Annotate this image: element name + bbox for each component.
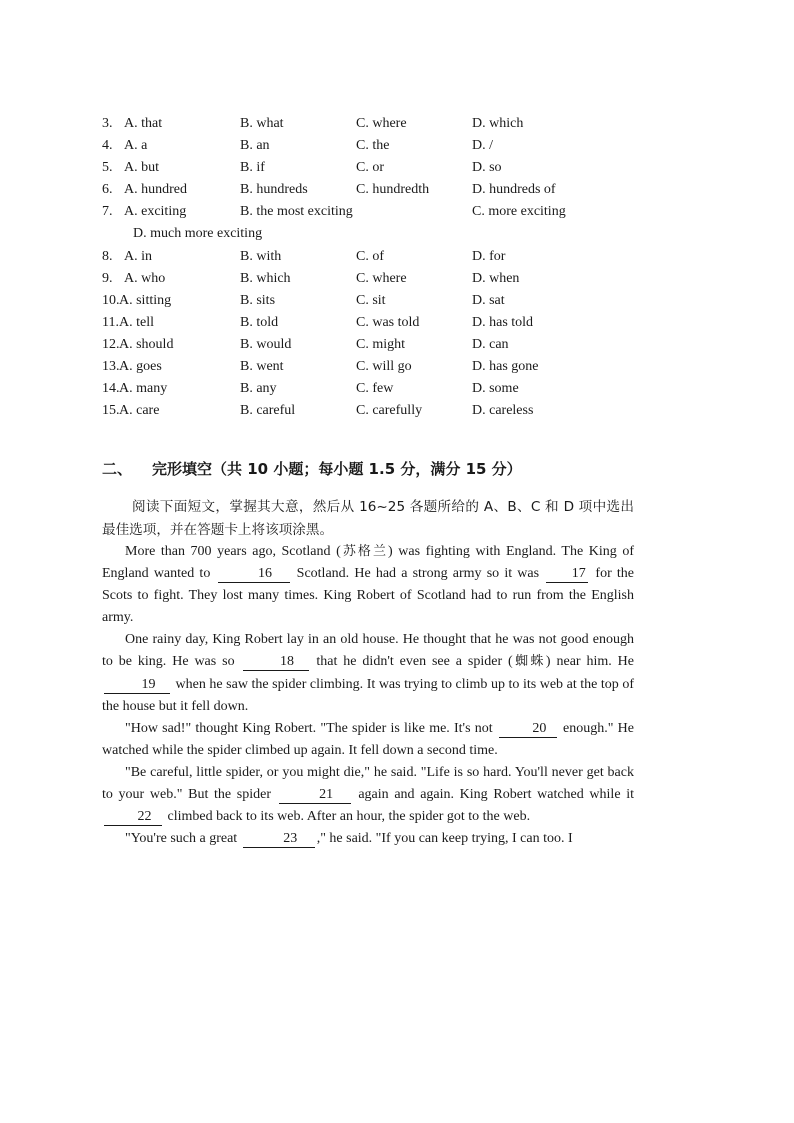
section-title: 完形填空（共 10 小题；每小题 1.5 分，满分 15 分） [152, 460, 522, 478]
option-a: A. in [124, 248, 152, 264]
option-c: C. hundredth [356, 182, 430, 198]
gloss: 苏格兰 [340, 544, 389, 559]
blank-23: 23 [243, 830, 315, 848]
option-row [0, 268, 794, 290]
question-number: 5. [102, 160, 113, 176]
option-c: C. the [356, 138, 390, 154]
option-d: D. much more exciting [133, 226, 263, 242]
option-c: C. will go [356, 359, 412, 375]
option-a: A. exciting [124, 204, 187, 220]
question-number: 6. [102, 182, 113, 198]
question-number: 10. [102, 292, 120, 308]
options-list [0, 113, 794, 422]
option-d: D. for [472, 248, 506, 264]
question-number: 14. [102, 381, 120, 397]
option-c: C. where [356, 270, 407, 286]
option-row [0, 356, 794, 378]
option-c: C. where [356, 116, 407, 131]
option-row [0, 246, 794, 268]
option-c: C. carefully [356, 403, 423, 419]
option-row [0, 378, 794, 400]
text: ," he said. "If you can keep trying, I can too. I [316, 831, 573, 847]
blank-18: 18 [243, 653, 309, 671]
question-number: 15. [102, 403, 120, 419]
option-d: D. some [472, 381, 519, 397]
blank-21: 21 [279, 786, 351, 804]
option-a: A. goes [119, 359, 162, 375]
option-b: B. hundreds [240, 182, 308, 198]
option-row [0, 113, 794, 135]
text: climbed back to its web. After an hour, the spider got to the web. [164, 809, 531, 825]
text: when he saw the spider climbing. It was trying to climb up to its web at the top of the house but it fell down. [102, 676, 634, 714]
cloze-passage [102, 496, 634, 850]
option-c: C. or [356, 160, 384, 176]
question-number: 11. [102, 314, 119, 330]
text: for the Scots to fight. They lost many times. King Robert of Scotland had to run from the English army. [102, 566, 635, 626]
option-b: B. sits [240, 292, 276, 308]
option-a: A. a [124, 138, 148, 154]
text: "You're such a great [125, 831, 241, 847]
question-number: 8. [102, 248, 113, 264]
option-b: B. if [240, 160, 265, 176]
question-number: 9. [102, 270, 113, 286]
blank-17: 17 [546, 565, 588, 583]
option-c: C. more exciting [472, 204, 566, 220]
option-b: B. the most exciting [240, 204, 353, 220]
gloss: 蜘蛛 [512, 654, 546, 670]
option-b: B. an [240, 138, 270, 154]
blank-16: 16 [218, 565, 290, 583]
option-d: D. has gone [472, 359, 539, 375]
text: Scotland. He had a strong army so it was [291, 566, 545, 582]
option-d: D. has told [472, 314, 534, 330]
text: ) was fighting with England. The King of England wanted to [102, 544, 634, 582]
option-a: A. sitting [119, 292, 172, 308]
option-a: A. should [119, 336, 174, 352]
text: "How sad!" thought King Robert. "The spider is like me. It's not [125, 720, 497, 736]
instructions: 阅读下面短文，掌握其大意，然后从 16~25 各题所给的 A、B、C 和 D 项中选出最佳选项，并在答题卡上将该项涂黑。 [102, 499, 634, 538]
option-row [0, 400, 794, 422]
option-row-continued [0, 223, 794, 245]
paragraph [102, 629, 634, 717]
paragraph [102, 541, 634, 629]
option-c: C. of [356, 248, 384, 264]
option-d: D. hundreds of [472, 182, 556, 198]
paragraph [102, 718, 634, 762]
option-c: C. few [356, 381, 394, 397]
section-number: 二、 [102, 460, 133, 478]
paragraph [102, 762, 634, 828]
option-d: D. / [472, 138, 493, 154]
option-row [0, 135, 794, 157]
option-a: A. care [119, 403, 160, 419]
option-b: B. with [240, 248, 282, 264]
option-row [0, 312, 794, 334]
text: enough." He watched while the spider climbed up again. It fell down a second time. [102, 720, 634, 758]
option-c: C. might [356, 336, 406, 352]
option-d: D. can [472, 336, 509, 352]
option-d: D. when [472, 270, 520, 286]
option-a: A. who [124, 270, 166, 286]
option-d: D. which [472, 116, 524, 131]
option-a: A. hundred [124, 182, 187, 198]
question-number: 13. [102, 359, 120, 375]
option-b: B. told [240, 314, 279, 330]
paragraph [102, 828, 634, 850]
question-number: 4. [102, 138, 113, 154]
option-a: A. many [119, 381, 168, 397]
blank-19: 19 [104, 676, 170, 694]
option-b: B. went [240, 359, 284, 375]
option-b: B. which [240, 270, 291, 286]
text: that he didn't even see a spider ( [310, 654, 513, 670]
option-b: B. any [240, 381, 277, 397]
question-number: 7. [102, 204, 113, 220]
option-a: A. that [124, 116, 163, 131]
text: "Be careful, little spider, or you might die," he said. "Life is so hard. You'll never get back to your web." But the spider [102, 764, 634, 803]
question-number: 3. [102, 116, 113, 131]
option-c: C. was told [356, 314, 420, 330]
option-b: B. careful [240, 403, 296, 419]
text: More than 700 years ago, Scotland ( [125, 544, 341, 559]
option-row [0, 157, 794, 179]
option-d: D. careless [472, 403, 534, 419]
option-row [0, 334, 794, 356]
section-heading [102, 458, 522, 479]
text: ) near him. He [545, 654, 634, 670]
text: again and again. King Robert watched while it [352, 787, 634, 803]
blank-20: 20 [499, 720, 557, 738]
question-number: 12. [102, 336, 120, 352]
option-row [0, 179, 794, 201]
option-a: A. tell [119, 314, 154, 330]
option-d: D. sat [472, 292, 505, 308]
option-row [0, 290, 794, 312]
option-b: B. what [240, 116, 284, 131]
option-d: D. so [472, 160, 502, 176]
blank-22: 22 [104, 808, 162, 826]
option-a: A. but [124, 160, 159, 176]
option-b: B. would [240, 336, 292, 352]
text: One rainy day, King Robert lay in an old house. He thought that he was not good enough to be king. He was so [102, 632, 634, 670]
option-row [0, 201, 794, 223]
option-c: C. sit [356, 292, 386, 308]
